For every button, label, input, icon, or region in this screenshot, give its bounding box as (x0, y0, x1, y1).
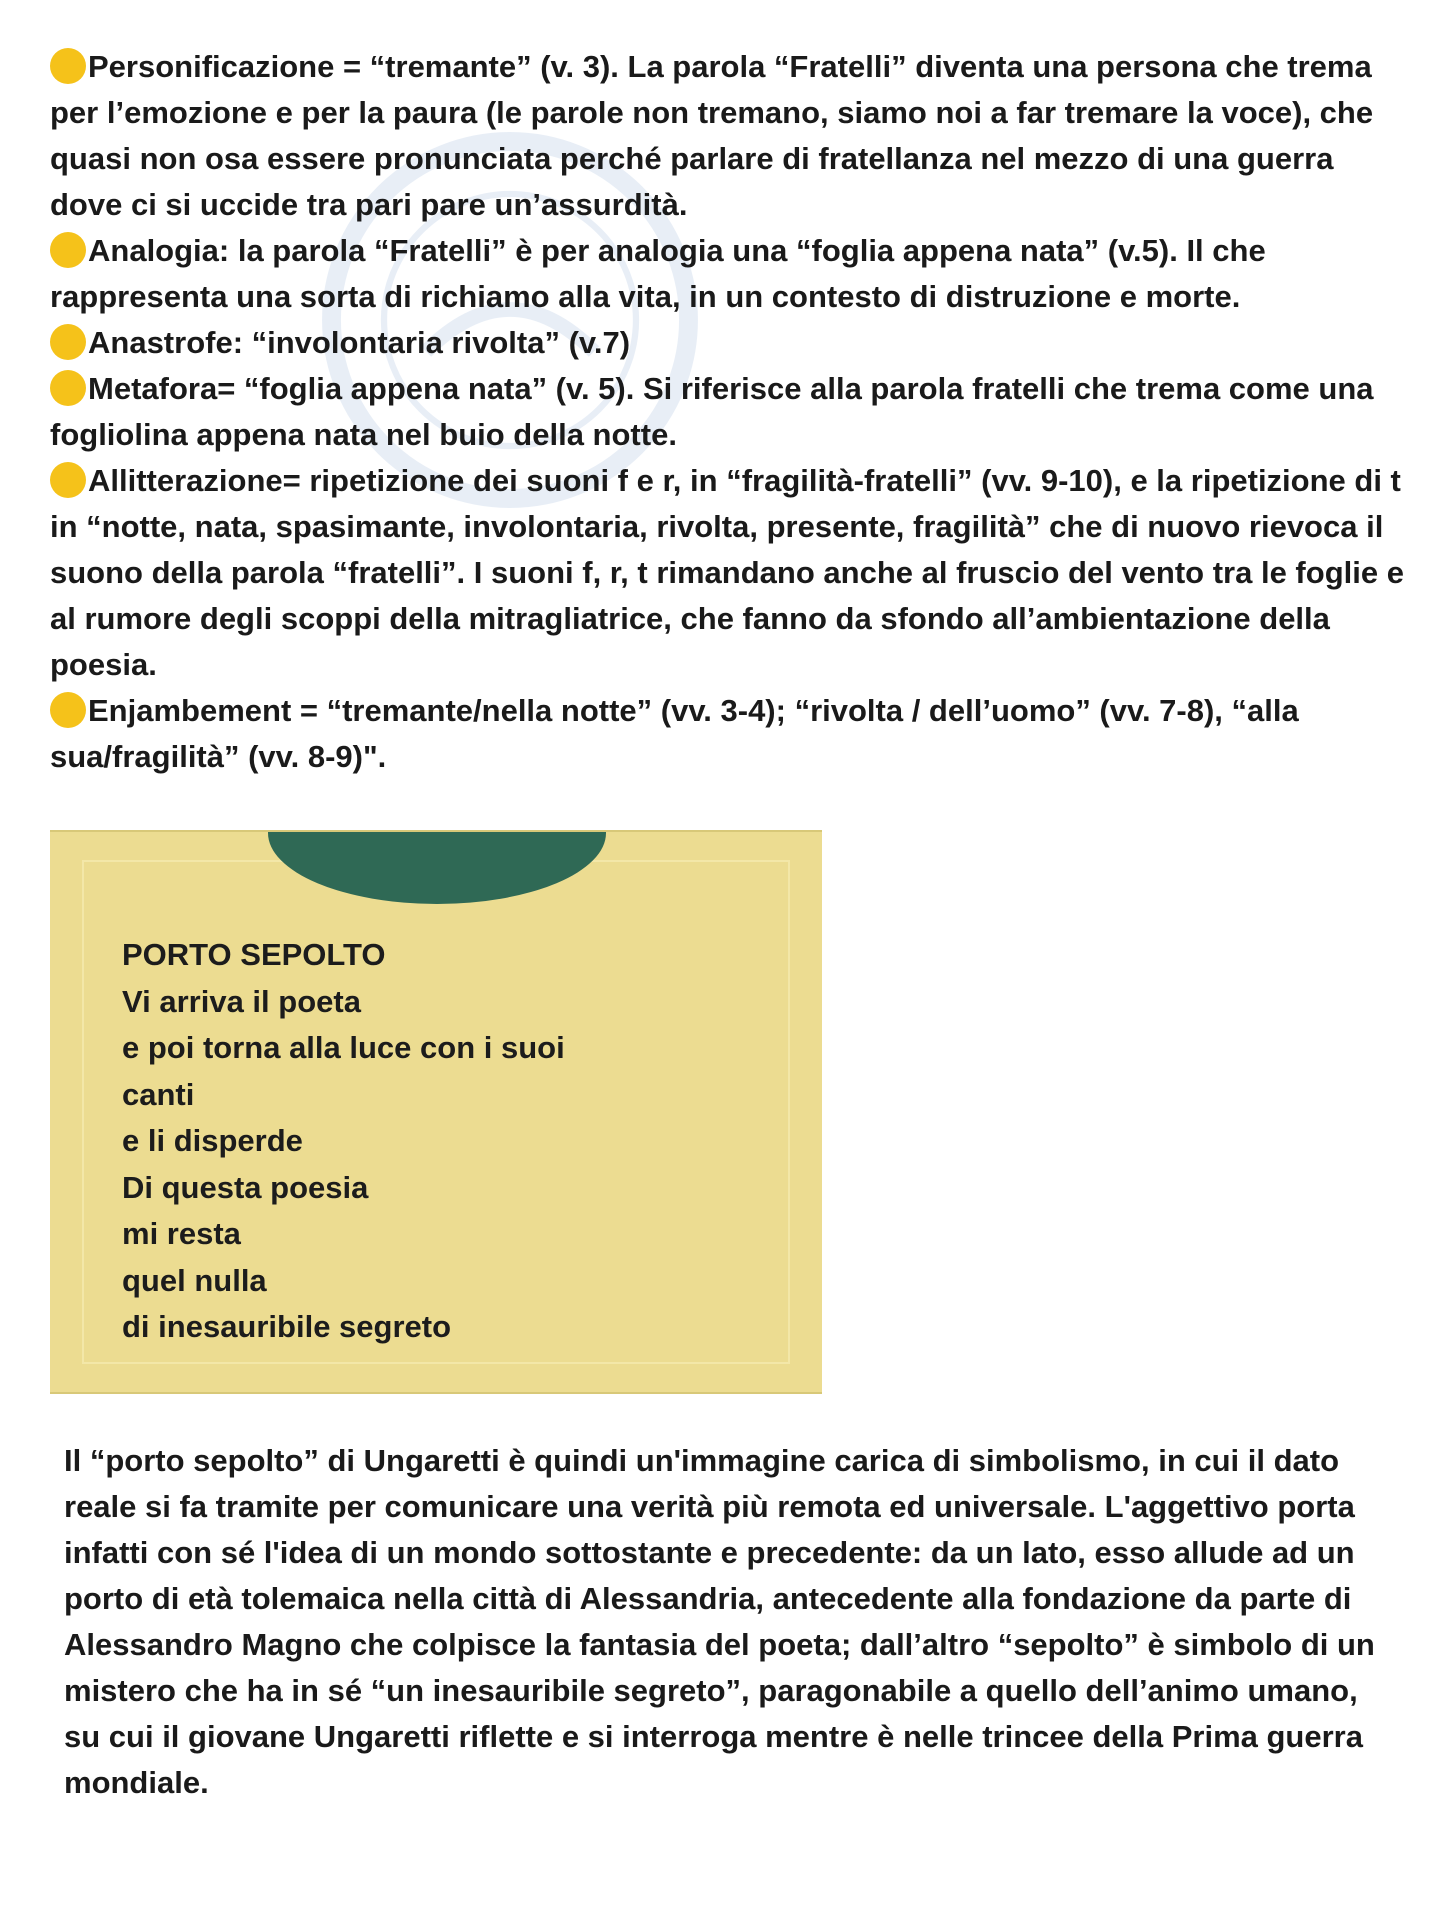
figure-text: Analogia: la parola “Fratelli” è per analogia una “foglia appena nata” (v.5). Il che rappresenta una sorta di richiamo alla vita, in un contesto di distruzione e morte. (50, 233, 1266, 314)
bullet-circle-icon (50, 48, 86, 84)
poem-line: mi resta (122, 1216, 241, 1251)
bullet-circle-icon (50, 370, 86, 406)
figure-text: Allitterazione= ripetizione dei suoni f e r, in “fragilità-fratelli” (vv. 9-10), e la ripetizione di t in “notte, nata, spasimante, involontaria, rivolta, presente, fragilità” che di nuovo rievoca il suono della parola “fratelli”. I suoni f, r, t rimandano anche al fruscio del vento tra le foglie e al rumore degli scoppi della mitragliatrice, che fanno da sfondo all’ambientazione della poesia. (50, 463, 1404, 682)
bullet-circle-icon (50, 462, 86, 498)
figure-text: Metafora= “foglia appena nata” (v. 5). Si riferisce alla parola fratelli che trema come una fogliolina appena nata nel buio della notte. (50, 371, 1374, 452)
figure-text: Enjambement = “tremante/nella notte” (vv. 3-4); “rivolta / dell’uomo” (vv. 7-8), “alla sua/fragilità” (vv. 8-9)". (50, 693, 1299, 774)
bullet-circle-icon (50, 324, 86, 360)
poem-line: Vi arriva il poeta (122, 983, 361, 1019)
figure-text: Anastrofe: “involontaria rivolta” (v.7) (88, 325, 631, 360)
poem-line: di inesauribile segreto (122, 1309, 452, 1344)
figure-text: Personificazione = “tremante” (v. 3). La parola “Fratelli” diventa una persona che trema per l’emozione e per la paura (le parole non tremano, siamo noi a far tremare la voce), che quasi non osa essere pronunciata perché parlare di fratellanza nel mezzo di una guerra dove ci si uccide tra pari pare un’assurdità. (50, 49, 1374, 222)
poem (122, 932, 565, 1351)
figure-personificazione (50, 44, 1410, 228)
figure-analogia (50, 228, 1410, 320)
figure-metafora (50, 366, 1410, 458)
bullet-circle-icon (50, 232, 86, 268)
figure-anastrofe (50, 320, 1410, 366)
poem-line: quel nulla (122, 1262, 267, 1298)
poem-title: PORTO SEPOLTO (122, 937, 386, 972)
poem-line: canti (122, 1076, 195, 1112)
poem-card (50, 832, 822, 1392)
commentary-paragraph: Il “porto sepolto” di Ungaretti è quindi un'immagine carica di simbolismo, in cui il dato reale si fa tramite per comunicare una verità più remota ed universale. L'aggettivo porta infatti con sé l'idea di un mondo sottostante e precedente: da un lato, esso allude ad un porto di età tolemaica nella città di Alessandria, antecedente alla fondazione da parte di Alessandro Magno che colpisce la fantasia del poeta; dall’altro “sepolto” è simbolo di un mistero che ha in sé “un inesauribile segreto”, paragonabile a quello dell’animo umano, su cui il giovane Ungaretti riflette e si interroga mentre è nelle trincee della Prima guerra mondiale. (64, 1443, 1375, 1800)
figure-enjambement (50, 688, 1410, 780)
poem-line: e poi torna alla luce con i suoi (122, 1030, 565, 1065)
poem-line: e li disperde (122, 1123, 303, 1158)
bullet-circle-icon (50, 692, 86, 728)
figure-allitterazione (50, 458, 1410, 688)
poem-line: Di questa poesia (122, 1169, 369, 1205)
rhetorical-figures-list (50, 44, 1410, 780)
